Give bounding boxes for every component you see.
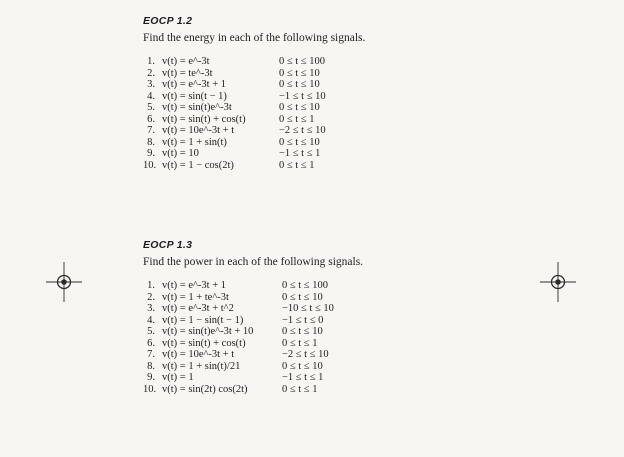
problem-number: 1. (147, 280, 155, 291)
time-range: 0 ≤ t ≤ 100 (282, 280, 328, 291)
registration-mark-icon (540, 262, 576, 302)
time-range: 0 ≤ t ≤ 10 (282, 326, 323, 337)
problem-row (143, 68, 365, 80)
time-range: 0 ≤ t ≤ 1 (279, 113, 315, 125)
signal-expression: v(t) = 10e^-3t + t (162, 349, 235, 360)
problem-number: 3. (147, 303, 155, 314)
problem-row (143, 372, 363, 384)
signal-expression: v(t) = sin(t) + cos(t) (162, 113, 246, 125)
problem-row (143, 125, 365, 137)
problem-number: 10. (143, 383, 157, 395)
signal-expression: v(t) = 1 + sin(t) (162, 136, 227, 148)
problem-number: 10. (143, 159, 157, 171)
signal-expression: v(t) = e^-3t (162, 56, 210, 67)
time-range: −1 ≤ t ≤ 1 (279, 148, 321, 159)
time-range: 0 ≤ t ≤ 1 (282, 383, 318, 395)
time-range: 0 ≤ t ≤ 1 (279, 159, 315, 171)
problem-row (143, 292, 363, 304)
time-range: −1 ≤ t ≤ 10 (279, 90, 326, 102)
problem-row (143, 160, 365, 172)
section-eocp-1-2 (143, 14, 365, 171)
problem-number: 5. (147, 326, 155, 337)
problem-number: 4. (147, 314, 155, 326)
registration-mark-icon (46, 262, 82, 302)
time-range: −2 ≤ t ≤ 10 (279, 125, 326, 136)
signal-expression: v(t) = 1 (162, 372, 194, 383)
problem-list (143, 280, 363, 395)
time-range: 0 ≤ t ≤ 10 (279, 67, 320, 79)
signal-expression: v(t) = e^-3t + t^2 (162, 303, 234, 314)
section-heading: EOCP 1.2 (143, 15, 193, 27)
problem-number: 6. (147, 113, 155, 125)
section-heading: EOCP 1.3 (143, 239, 193, 251)
signal-expression: v(t) = 1 + te^-3t (162, 291, 229, 303)
problem-number: 9. (147, 148, 155, 159)
problem-row (143, 56, 365, 68)
signal-expression: v(t) = 1 − cos(2t) (162, 159, 234, 171)
problem-row (143, 102, 365, 114)
time-range: −2 ≤ t ≤ 10 (282, 349, 329, 360)
time-range: 0 ≤ t ≤ 10 (279, 136, 320, 148)
time-range: 0 ≤ t ≤ 10 (282, 360, 323, 372)
problem-number: 7. (147, 125, 155, 136)
problem-row (143, 361, 363, 373)
signal-expression: v(t) = 1 + sin(t)/21 (162, 360, 241, 372)
time-range: 0 ≤ t ≤ 10 (282, 291, 323, 303)
signal-expression: v(t) = 10e^-3t + t (162, 125, 235, 136)
problem-number: 4. (147, 90, 155, 102)
signal-expression: v(t) = sin(t)e^-3t (162, 102, 232, 113)
problem-number: 5. (147, 102, 155, 113)
section-eocp-1-3 (143, 238, 363, 395)
time-range: −10 ≤ t ≤ 10 (282, 303, 334, 314)
signal-expression: v(t) = 1 − sin(t − 1) (162, 314, 244, 326)
problem-number: 8. (147, 136, 155, 148)
signal-expression: v(t) = sin(t − 1) (162, 90, 227, 102)
problem-list (143, 56, 365, 171)
problem-row (143, 384, 363, 396)
problem-row (143, 326, 363, 338)
signal-expression: v(t) = sin(t)e^-3t + 10 (162, 326, 254, 337)
problem-number: 2. (147, 67, 155, 79)
time-range: −1 ≤ t ≤ 0 (282, 314, 324, 326)
problem-number: 7. (147, 349, 155, 360)
problem-number: 3. (147, 79, 155, 90)
problem-row (143, 338, 363, 350)
signal-expression: v(t) = 10 (162, 148, 199, 159)
time-range: 0 ≤ t ≤ 100 (279, 56, 325, 67)
problem-number: 2. (147, 291, 155, 303)
time-range: −1 ≤ t ≤ 1 (282, 372, 324, 383)
problem-row (143, 79, 365, 91)
problem-row (143, 148, 365, 160)
problem-number: 9. (147, 372, 155, 383)
signal-expression: v(t) = e^-3t + 1 (162, 79, 227, 90)
problem-row (143, 114, 365, 126)
signal-expression: v(t) = sin(t) + cos(t) (162, 337, 246, 349)
problem-number: 1. (147, 56, 155, 67)
time-range: 0 ≤ t ≤ 1 (282, 337, 318, 349)
problem-number: 6. (147, 337, 155, 349)
problem-row (143, 280, 363, 292)
problem-number: 8. (147, 360, 155, 372)
time-range: 0 ≤ t ≤ 10 (279, 79, 320, 90)
problem-row (143, 303, 363, 315)
problem-row (143, 137, 365, 149)
time-range: 0 ≤ t ≤ 10 (279, 102, 320, 113)
problem-row (143, 315, 363, 327)
problem-row (143, 91, 365, 103)
signal-expression: v(t) = e^-3t + 1 (162, 280, 227, 291)
section-intro: Find the energy in each of the following signals. (143, 32, 366, 44)
section-intro: Find the power in each of the following signals. (143, 256, 364, 268)
problem-row (143, 349, 363, 361)
signal-expression: v(t) = sin(2t) cos(2t) (162, 383, 248, 395)
signal-expression: v(t) = te^-3t (162, 67, 213, 79)
